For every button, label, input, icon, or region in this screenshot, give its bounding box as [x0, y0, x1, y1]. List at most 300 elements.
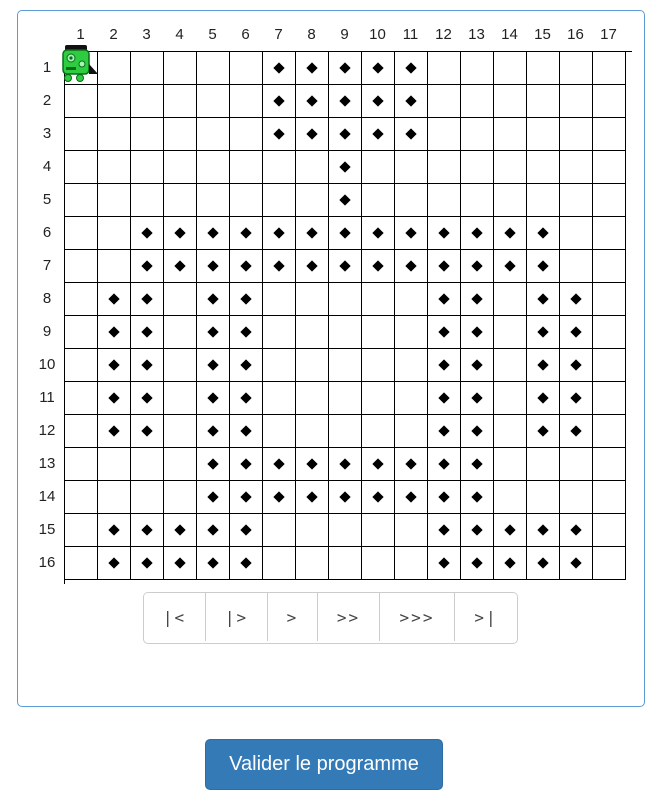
grid-cell: [65, 118, 98, 151]
grid-cell: [329, 118, 362, 151]
grid-cell: [197, 52, 230, 85]
grid-cell: [560, 547, 593, 580]
diamond-icon: [240, 293, 251, 304]
diamond-icon: [537, 293, 548, 304]
grid-cell: [395, 481, 428, 514]
grid-cell: [527, 448, 560, 481]
grid-cell: [131, 250, 164, 283]
diamond-icon: [273, 227, 284, 238]
grid-cell: [494, 316, 527, 349]
grid-cell: [263, 151, 296, 184]
grid-cell: [263, 118, 296, 151]
diamond-icon: [108, 524, 119, 535]
grid-cell: [593, 349, 626, 382]
grid-cell: [230, 85, 263, 118]
grid-cell: [494, 151, 527, 184]
diamond-icon: [570, 392, 581, 403]
column-label: 4: [175, 26, 184, 43]
grid-cell: [395, 151, 428, 184]
column-label: 8: [307, 26, 316, 43]
grid-cell: [263, 481, 296, 514]
grid-cell: [230, 349, 263, 382]
play-button[interactable]: >: [268, 593, 318, 641]
grid-cell: [428, 118, 461, 151]
grid-cell: [560, 250, 593, 283]
grid-cell: [395, 316, 428, 349]
grid-cell: [98, 52, 131, 85]
grid-cell: [527, 151, 560, 184]
grid-cell: [164, 448, 197, 481]
grid-cell: [560, 217, 593, 250]
diamond-icon: [405, 227, 416, 238]
grid-cell: [461, 514, 494, 547]
grid-cell: [263, 85, 296, 118]
diamond-icon: [108, 293, 119, 304]
diamond-icon: [339, 95, 350, 106]
diamond-icon: [141, 392, 152, 403]
diamond-icon: [372, 491, 383, 502]
grid-cell: [197, 118, 230, 151]
grid-cell: [527, 514, 560, 547]
grid-cell: [494, 52, 527, 85]
grid-cell: [593, 250, 626, 283]
grid-cell: [296, 118, 329, 151]
grid-cell: [98, 184, 131, 217]
grid-cell: [494, 85, 527, 118]
grid-cell: [362, 316, 395, 349]
grid-cell: [230, 481, 263, 514]
validate-program-button[interactable]: Valider le programme: [205, 739, 443, 790]
grid-cell: [494, 547, 527, 580]
diamond-icon: [537, 260, 548, 271]
diamond-icon: [471, 293, 482, 304]
grid-cell: [527, 481, 560, 514]
diamond-icon: [504, 557, 515, 568]
grid-cell: [230, 250, 263, 283]
diamond-icon: [273, 491, 284, 502]
grid-cell: [131, 448, 164, 481]
diamond-icon: [273, 458, 284, 469]
column-label: 12: [435, 26, 452, 43]
diamond-icon: [207, 326, 218, 337]
grid-cell: [263, 52, 296, 85]
grid-cell: [131, 217, 164, 250]
diamond-icon: [240, 227, 251, 238]
grid-cell: [65, 382, 98, 415]
diamond-icon: [273, 62, 284, 73]
diamond-icon: [405, 260, 416, 271]
grid-cell: [263, 316, 296, 349]
grid-cell: [197, 382, 230, 415]
grid-cell: [593, 448, 626, 481]
grid-cell: [164, 316, 197, 349]
diamond-icon: [240, 557, 251, 568]
diamond-icon: [471, 524, 482, 535]
grid-cell: [461, 250, 494, 283]
diamond-icon: [240, 491, 251, 502]
grid-cell: [593, 547, 626, 580]
grid-cell: [164, 283, 197, 316]
grid-cell: [461, 481, 494, 514]
diamond-icon: [207, 293, 218, 304]
row-label: 13: [38, 455, 56, 472]
grid-cell: [230, 316, 263, 349]
grid-cell: [593, 52, 626, 85]
grid-cell: [230, 382, 263, 415]
grid-cell: [527, 547, 560, 580]
diamond-icon: [438, 392, 449, 403]
grid-cell: [65, 85, 98, 118]
grid-cell: [296, 547, 329, 580]
diamond-icon: [108, 425, 119, 436]
grid-cell: [65, 184, 98, 217]
grid-cell: [395, 184, 428, 217]
diamond-icon: [438, 425, 449, 436]
grid-cell: [593, 184, 626, 217]
grid-cell: [527, 382, 560, 415]
diamond-icon: [273, 260, 284, 271]
grid-cell: [296, 85, 329, 118]
grid-cell: [395, 349, 428, 382]
diamond-icon: [570, 425, 581, 436]
grid-cell: [98, 151, 131, 184]
grid-cell: [197, 184, 230, 217]
grid-cell: [98, 415, 131, 448]
grid-cell: [65, 283, 98, 316]
grid-cell: [560, 118, 593, 151]
diamond-icon: [207, 458, 218, 469]
diamond-icon: [438, 359, 449, 370]
grid-cell: [164, 382, 197, 415]
column-label: 5: [208, 26, 217, 43]
diamond-icon: [306, 95, 317, 106]
diamond-icon: [570, 359, 581, 370]
grid-cell: [395, 250, 428, 283]
grid-cell: [527, 52, 560, 85]
grid-cell: [461, 283, 494, 316]
grid-cell: [428, 547, 461, 580]
grid-cell: [494, 217, 527, 250]
grid-cell: [527, 283, 560, 316]
grid-cell: [65, 250, 98, 283]
grid-cell: [593, 481, 626, 514]
grid-cell: [428, 349, 461, 382]
grid-cell: [527, 316, 560, 349]
grid-cell: [593, 118, 626, 151]
row-label: 3: [42, 125, 52, 142]
grid-cell: [362, 151, 395, 184]
diamond-icon: [240, 425, 251, 436]
grid-cell: [428, 217, 461, 250]
grid-cell: [560, 151, 593, 184]
grid-cell: [560, 85, 593, 118]
grid-cell: [263, 184, 296, 217]
diamond-icon: [141, 425, 152, 436]
grid-cell: [230, 415, 263, 448]
grid-cell: [263, 382, 296, 415]
grid-cell: [164, 415, 197, 448]
grid-cell: [593, 514, 626, 547]
diamond-icon: [240, 359, 251, 370]
green-robot-icon: [58, 42, 98, 84]
fast-button[interactable]: >>: [318, 593, 380, 641]
diamond-icon: [339, 161, 350, 172]
grid-cell: [560, 415, 593, 448]
grid-cell: [131, 184, 164, 217]
grid-cell: [65, 217, 98, 250]
row-label: 11: [39, 389, 55, 406]
diamond-icon: [207, 359, 218, 370]
grid-cell: [131, 85, 164, 118]
grid-cell: [131, 52, 164, 85]
grid-cell: [98, 481, 131, 514]
grid-cell: [461, 184, 494, 217]
diamond-icon: [306, 260, 317, 271]
grid-cell: [560, 184, 593, 217]
grid-cell: [329, 349, 362, 382]
grid-cell: [560, 382, 593, 415]
grid-cell: [263, 283, 296, 316]
diamond-icon: [240, 524, 251, 535]
grid-cell: [164, 184, 197, 217]
restart-button[interactable]: |<: [144, 593, 206, 641]
grid-cell: [428, 316, 461, 349]
grid-cell: [263, 514, 296, 547]
row-label: 1: [42, 59, 52, 76]
grid-cell: [230, 118, 263, 151]
diamond-icon: [537, 425, 548, 436]
grid-cell: [65, 349, 98, 382]
grid-cell: [131, 316, 164, 349]
row-label: 8: [42, 290, 52, 307]
grid-cell: [131, 514, 164, 547]
diamond-icon: [141, 326, 152, 337]
grid-cell: [65, 316, 98, 349]
row-label: 14: [38, 488, 56, 505]
grid-cell: [164, 514, 197, 547]
diamond-icon: [207, 557, 218, 568]
grid-cell: [329, 481, 362, 514]
grid-cell: [263, 448, 296, 481]
grid-cell: [329, 283, 362, 316]
grid-cell: [362, 415, 395, 448]
grid-cell: [131, 118, 164, 151]
diamond-icon: [141, 359, 152, 370]
grid-cell: [296, 184, 329, 217]
faster-button[interactable]: >>>: [380, 593, 455, 641]
grid-cell: [461, 118, 494, 151]
grid-cell: [461, 415, 494, 448]
grid-cell: [329, 151, 362, 184]
grid-cell: [428, 151, 461, 184]
grid-cell: [164, 217, 197, 250]
diamond-icon: [339, 128, 350, 139]
diamond-icon: [339, 194, 350, 205]
grid-cell: [296, 283, 329, 316]
step-button[interactable]: |>: [206, 593, 268, 641]
grid-cell: [197, 481, 230, 514]
grid-cell: [263, 250, 296, 283]
diamond-icon: [174, 260, 185, 271]
grid-cell: [263, 415, 296, 448]
diamond-icon: [108, 392, 119, 403]
grid-cell: [461, 349, 494, 382]
grid-cell: [65, 481, 98, 514]
column-label: 15: [534, 26, 551, 43]
grid-cell: [65, 415, 98, 448]
grid-cell: [428, 184, 461, 217]
column-label: 16: [567, 26, 584, 43]
grid-cell: [197, 217, 230, 250]
grid-cell: [395, 448, 428, 481]
diamond-icon: [306, 62, 317, 73]
grid-cell: [329, 382, 362, 415]
column-label: 6: [241, 26, 250, 43]
grid-cell: [395, 283, 428, 316]
diamond-icon: [372, 95, 383, 106]
diamond-icon: [537, 326, 548, 337]
grid-cell: [461, 217, 494, 250]
grid-cell: [98, 349, 131, 382]
grid-cell: [65, 151, 98, 184]
grid-cell: [164, 547, 197, 580]
grid-cell: [131, 151, 164, 184]
diamond-icon: [273, 128, 284, 139]
diamond-icon: [570, 557, 581, 568]
grid-cell: [329, 217, 362, 250]
grid-cell: [329, 448, 362, 481]
grid-cell: [164, 85, 197, 118]
grid-cell: [461, 316, 494, 349]
row-label: 9: [42, 323, 52, 340]
grid-cell: [362, 349, 395, 382]
diamond-icon: [372, 458, 383, 469]
grid-cell: [527, 184, 560, 217]
grid-cell: [296, 151, 329, 184]
grid-cell: [461, 547, 494, 580]
grid-cell: [329, 250, 362, 283]
grid-cell: [65, 514, 98, 547]
row-label: 4: [42, 158, 52, 175]
grid-cell: [428, 250, 461, 283]
row-label: 10: [38, 356, 56, 373]
grid-cell: [560, 349, 593, 382]
grid-cell: [98, 316, 131, 349]
diamond-icon: [471, 326, 482, 337]
grid-cell: [494, 349, 527, 382]
diamond-icon: [141, 260, 152, 271]
column-label: 11: [402, 26, 419, 43]
grid-cell: [527, 349, 560, 382]
grid-cell: [560, 52, 593, 85]
column-label: 2: [109, 26, 118, 43]
grid-cell: [560, 316, 593, 349]
grid-cell: [98, 382, 131, 415]
diamond-icon: [405, 458, 416, 469]
grid-cell: [296, 250, 329, 283]
diamond-icon: [438, 227, 449, 238]
grid-cell: [164, 151, 197, 184]
grid-cell: [296, 448, 329, 481]
grid-cell: [461, 85, 494, 118]
grid-cell: [197, 316, 230, 349]
grid-cell: [395, 415, 428, 448]
diamond-icon: [537, 524, 548, 535]
diamond-icon: [339, 260, 350, 271]
diamond-icon: [537, 557, 548, 568]
grid-cell: [230, 217, 263, 250]
diamond-icon: [504, 524, 515, 535]
grid-cell: [230, 547, 263, 580]
grid-cell: [527, 217, 560, 250]
grid-cell: [362, 448, 395, 481]
row-label: 16: [38, 554, 56, 571]
grid-cell: [560, 514, 593, 547]
grid-cell: [428, 283, 461, 316]
diamond-icon: [174, 227, 185, 238]
grid-cell: [296, 382, 329, 415]
grid-cell: [593, 151, 626, 184]
grid-cell: [230, 52, 263, 85]
grid-cell: [296, 481, 329, 514]
grid-cell: [98, 250, 131, 283]
end-button[interactable]: >|: [455, 593, 517, 641]
grid-cell: [395, 85, 428, 118]
grid-cell: [362, 217, 395, 250]
grid-cell: [131, 415, 164, 448]
grid-cell: [329, 514, 362, 547]
playback-controls: [143, 592, 518, 644]
diamond-icon: [471, 392, 482, 403]
row-label: 5: [42, 191, 52, 208]
row-label: 6: [42, 224, 52, 241]
grid-cell: [296, 316, 329, 349]
grid-cell: [98, 217, 131, 250]
grid-cell: [593, 217, 626, 250]
diamond-icon: [306, 491, 317, 502]
grid-cell: [329, 547, 362, 580]
diamond-icon: [240, 458, 251, 469]
grid-cell: [494, 415, 527, 448]
grid-cell: [65, 448, 98, 481]
grid-cell: [263, 547, 296, 580]
diamond-icon: [570, 293, 581, 304]
grid-cell: [131, 283, 164, 316]
grid-cell: [593, 85, 626, 118]
grid-cell: [494, 250, 527, 283]
diamond-icon: [174, 524, 185, 535]
grid-cell: [98, 85, 131, 118]
diamond-icon: [240, 392, 251, 403]
grid-cell: [164, 250, 197, 283]
grid-cell: [98, 118, 131, 151]
grid-cell: [593, 283, 626, 316]
grid-cell: [527, 85, 560, 118]
column-label: 14: [501, 26, 518, 43]
diamond-icon: [108, 557, 119, 568]
grid-cell: [395, 547, 428, 580]
grid-cell: [329, 316, 362, 349]
grid-cell: [98, 514, 131, 547]
diamond-icon: [207, 524, 218, 535]
grid-cell: [527, 415, 560, 448]
diamond-icon: [240, 326, 251, 337]
diamond-icon: [537, 227, 548, 238]
diamond-icon: [207, 425, 218, 436]
diamond-icon: [339, 62, 350, 73]
grid-cell: [461, 382, 494, 415]
row-label: 7: [42, 257, 52, 274]
